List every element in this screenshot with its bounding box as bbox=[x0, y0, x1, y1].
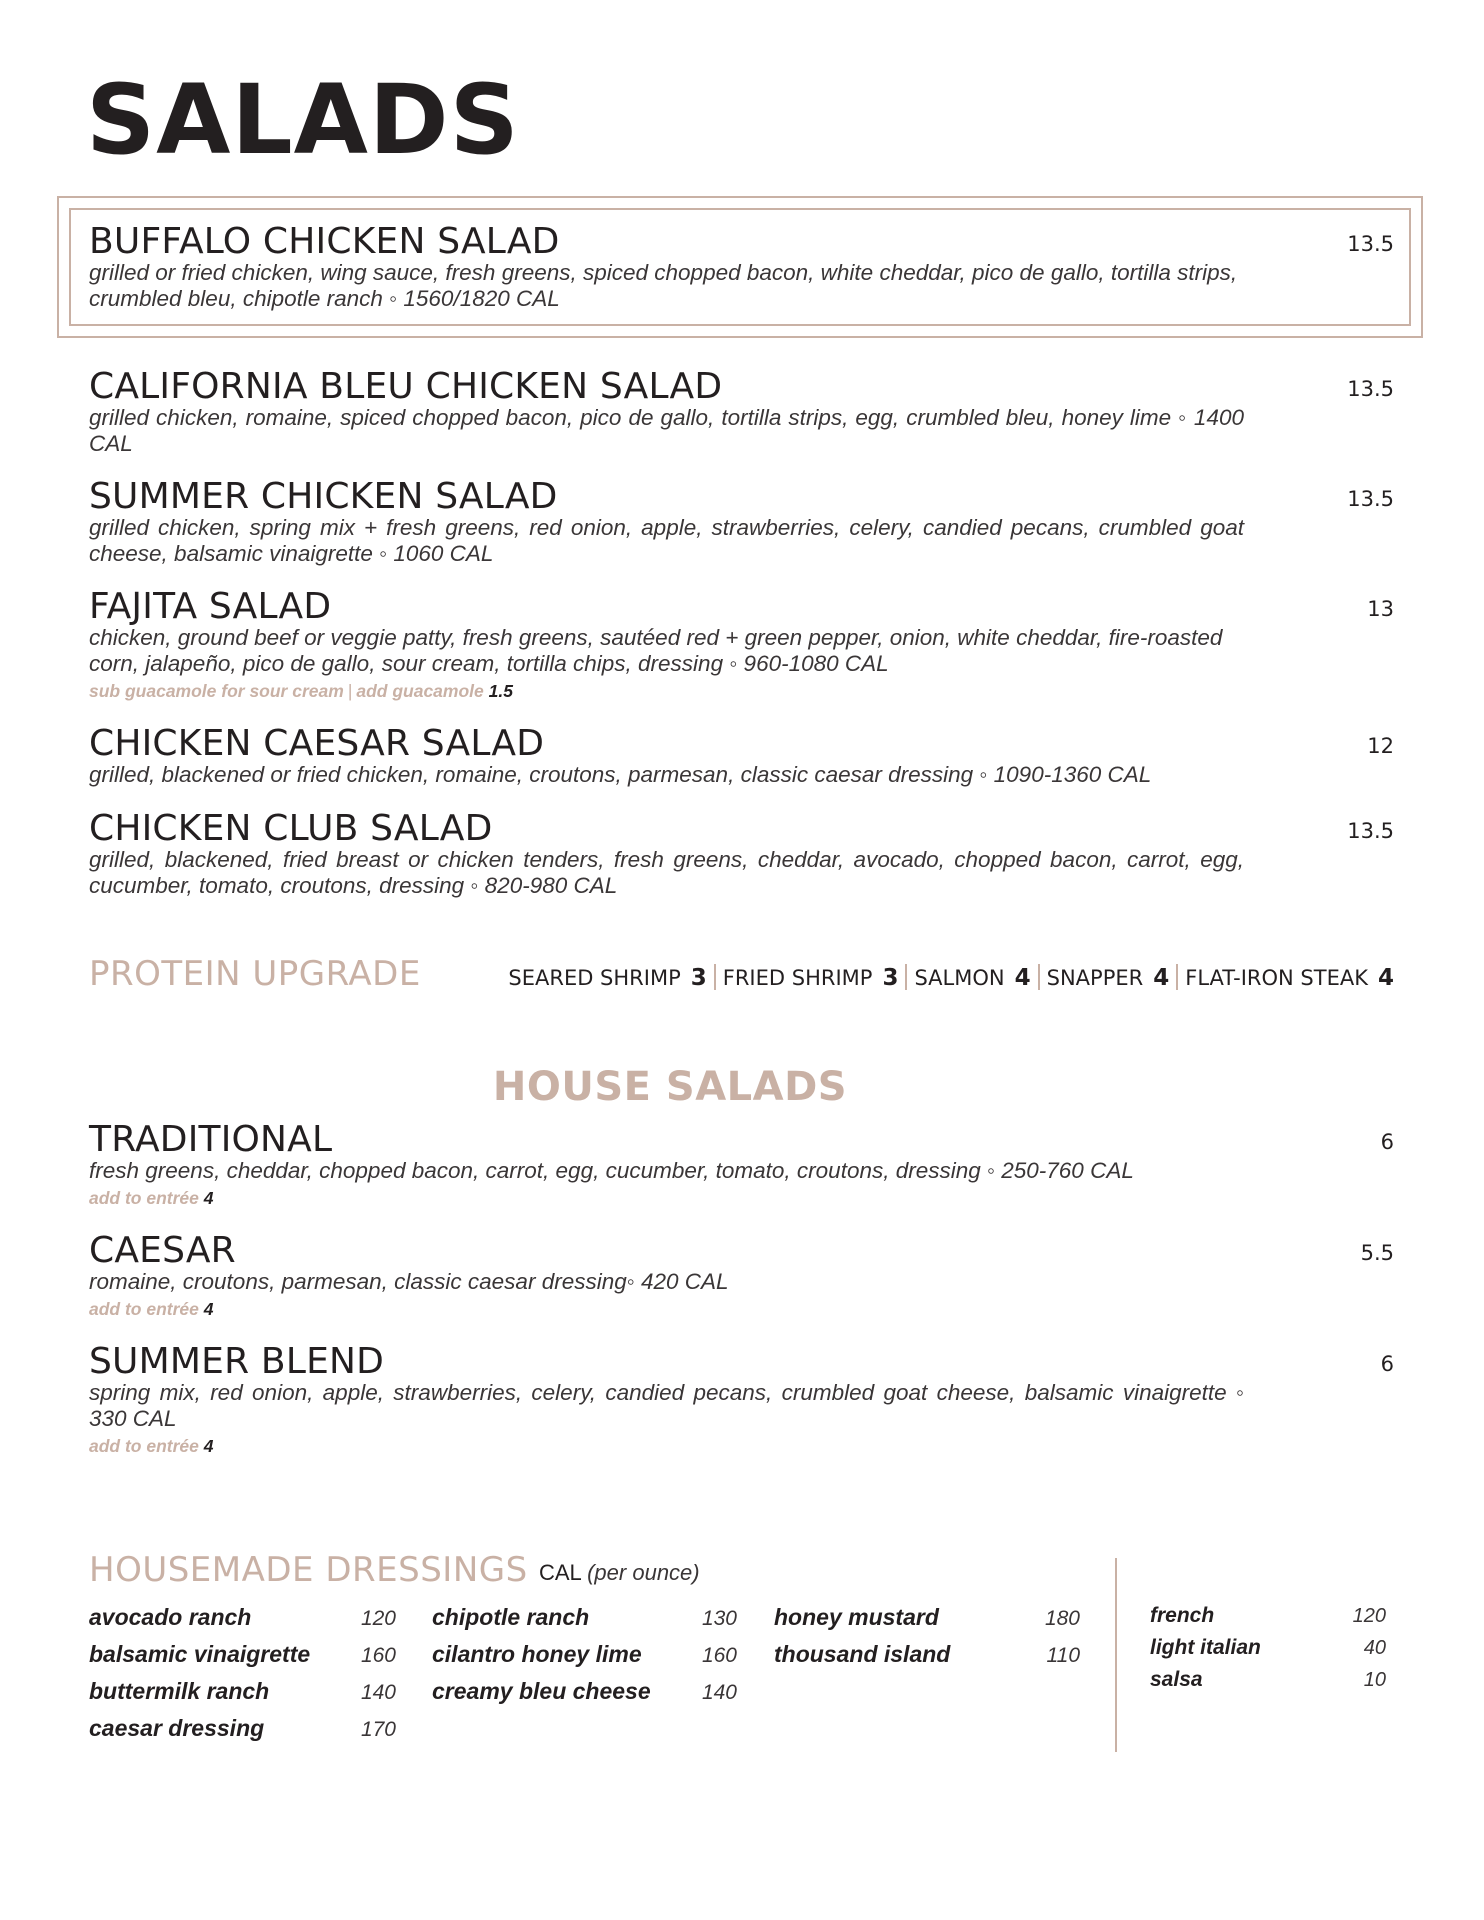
protein-option-price: 4 bbox=[1377, 965, 1394, 991]
note-price: 4 bbox=[203, 1436, 214, 1456]
item-description: grilled, blackened or fried chicken, romaine, croutons, parmesan, classic caesar dressing ◦ 1090-1360 CAL bbox=[89, 762, 1152, 787]
menu-item bbox=[89, 477, 1394, 567]
divider bbox=[714, 964, 716, 990]
dressing-row bbox=[89, 1678, 396, 1715]
dressing-name: honey mustard bbox=[774, 1604, 939, 1630]
dressing-cal: 160 bbox=[701, 1644, 737, 1667]
item-price: 5.5 bbox=[1360, 1241, 1394, 1265]
protein-option-name: FLAT-IRON STEAK bbox=[1185, 966, 1368, 990]
note-text: add to entrée bbox=[89, 1188, 199, 1208]
dressing-row bbox=[1150, 1604, 1386, 1636]
protein-option-price: 3 bbox=[882, 965, 899, 991]
item-note bbox=[89, 679, 1394, 703]
dressing-row bbox=[774, 1641, 1080, 1678]
menu-item bbox=[89, 1342, 1394, 1458]
note-add: add guacamole bbox=[356, 681, 484, 701]
item-name: CALIFORNIA BLEU CHICKEN SALAD bbox=[89, 366, 723, 407]
dressing-name: caesar dressing bbox=[89, 1715, 265, 1741]
dressing-row bbox=[774, 1604, 1080, 1641]
dressing-cal: 10 bbox=[1363, 1669, 1386, 1691]
menu-item bbox=[89, 367, 1394, 457]
dressing-name: balsamic vinaigrette bbox=[89, 1641, 311, 1667]
dressing-name: avocado ranch bbox=[89, 1604, 252, 1630]
note-text: add to entrée bbox=[89, 1299, 199, 1319]
protein-option-name: FRIED SHRIMP bbox=[722, 966, 873, 990]
menu-item bbox=[89, 724, 1394, 788]
protein-option-name: SALMON bbox=[914, 966, 1005, 990]
divider bbox=[1176, 964, 1178, 990]
dressing-cal: 130 bbox=[701, 1607, 737, 1630]
page-title: SALADS bbox=[86, 64, 520, 176]
dressing-name: thousand island bbox=[774, 1641, 951, 1667]
section-heading-house-salads: HOUSE SALADS bbox=[492, 1064, 848, 1110]
dressing-row bbox=[89, 1604, 396, 1641]
note-price: 4 bbox=[203, 1188, 214, 1208]
dressing-cal: 40 bbox=[1363, 1637, 1386, 1659]
protein-options bbox=[508, 964, 1394, 991]
dressings-divider bbox=[1115, 1558, 1117, 1752]
dressing-row bbox=[1150, 1668, 1386, 1700]
dressing-cal: 140 bbox=[701, 1681, 737, 1704]
item-description: grilled or fried chicken, wing sauce, fresh greens, spiced chopped bacon, white cheddar, pico de gallo, tortilla strips, crumbled bleu, chipotle ranch ◦ 1560/1820 CAL bbox=[89, 260, 1238, 311]
item-name: BUFFALO CHICKEN SALAD bbox=[89, 221, 560, 262]
dressing-row bbox=[89, 1715, 396, 1752]
item-name: CHICKEN CLUB SALAD bbox=[89, 808, 493, 849]
item-description: fresh greens, cheddar, chopped bacon, carrot, egg, cucumber, tomato, croutons, dressing ◦ 250-760 CAL bbox=[89, 1158, 1134, 1183]
note-divider: | bbox=[347, 681, 353, 701]
item-price: 13 bbox=[1367, 597, 1394, 621]
item-name: CHICKEN CAESAR SALAD bbox=[89, 723, 545, 764]
menu-item bbox=[89, 587, 1394, 703]
item-price: 13.5 bbox=[1347, 232, 1394, 256]
dressing-row bbox=[1150, 1636, 1386, 1668]
dressings-column bbox=[1150, 1604, 1386, 1700]
dressing-name: salsa bbox=[1150, 1668, 1203, 1691]
protein-upgrade-title: PROTEIN UPGRADE bbox=[89, 954, 421, 994]
item-price: 13.5 bbox=[1347, 487, 1394, 511]
protein-option-name: SEARED SHRIMP bbox=[508, 966, 681, 990]
note-price: 1.5 bbox=[488, 681, 513, 701]
menu-item bbox=[89, 809, 1394, 899]
dressing-cal: 140 bbox=[360, 1681, 396, 1704]
item-description: grilled chicken, spring mix + fresh greens, red onion, apple, strawberries, celery, candied pecans, crumbled goat cheese, balsamic vinaigrette ◦ 1060 CAL bbox=[89, 515, 1244, 566]
note-sub: sub guacamole for sour cream bbox=[89, 681, 344, 701]
dressings-cal-label bbox=[539, 1560, 700, 1586]
protein-option-price: 4 bbox=[1014, 965, 1031, 991]
dressings-column bbox=[774, 1604, 1080, 1678]
dressings-title: HOUSEMADE DRESSINGS bbox=[89, 1550, 528, 1590]
protein-option-price: 4 bbox=[1153, 965, 1170, 991]
menu-item bbox=[89, 1120, 1394, 1210]
item-name: SUMMER BLEND bbox=[89, 1341, 385, 1382]
item-price: 6 bbox=[1380, 1130, 1394, 1154]
item-price: 12 bbox=[1367, 734, 1394, 758]
menu-item-featured bbox=[89, 222, 1394, 312]
menu-item bbox=[89, 1231, 1394, 1321]
dressing-cal: 160 bbox=[360, 1644, 396, 1667]
item-note bbox=[89, 1186, 1394, 1210]
cal-unit: (per ounce) bbox=[587, 1560, 700, 1585]
divider bbox=[1038, 964, 1040, 990]
item-description: spring mix, red onion, apple, strawberries, celery, candied pecans, crumbled goat cheese, balsamic vinaigrette ◦ 330 CAL bbox=[89, 1380, 1244, 1431]
dressing-name: creamy bleu cheese bbox=[432, 1678, 651, 1704]
item-name: SUMMER CHICKEN SALAD bbox=[89, 476, 558, 517]
dressing-cal: 120 bbox=[360, 1607, 396, 1630]
dressing-cal: 180 bbox=[1044, 1607, 1080, 1630]
dressing-name: cilantro honey lime bbox=[432, 1641, 642, 1667]
item-description: chicken, ground beef or veggie patty, fresh greens, sautéed red + green pepper, onion, white cheddar, fire-roasted corn, jalapeño, pico de gallo, sour cream, tortilla chips, dressing ◦ 960-1080 CAL bbox=[89, 625, 1223, 676]
divider bbox=[905, 964, 907, 990]
dressing-name: chipotle ranch bbox=[432, 1604, 590, 1630]
item-name: TRADITIONAL bbox=[89, 1119, 333, 1160]
dressing-name: buttermilk ranch bbox=[89, 1678, 270, 1704]
item-price: 13.5 bbox=[1347, 819, 1394, 843]
cal-label: CAL bbox=[539, 1560, 581, 1585]
protein-option-price: 3 bbox=[690, 965, 707, 991]
dressing-row bbox=[432, 1604, 737, 1641]
item-price: 6 bbox=[1380, 1352, 1394, 1376]
item-description: romaine, croutons, parmesan, classic caesar dressing◦ 420 CAL bbox=[89, 1269, 729, 1294]
item-note bbox=[89, 1297, 1394, 1321]
dressing-cal: 110 bbox=[1046, 1644, 1080, 1667]
item-description: grilled, blackened, fried breast or chicken tenders, fresh greens, cheddar, avocado, chopped bacon, carrot, egg, cucumber, tomato, croutons, dressing ◦ 820-980 CAL bbox=[89, 847, 1244, 898]
item-price: 13.5 bbox=[1347, 377, 1394, 401]
item-note bbox=[89, 1434, 1394, 1458]
dressing-row bbox=[432, 1641, 737, 1678]
note-price: 4 bbox=[203, 1299, 214, 1319]
dressing-row bbox=[89, 1641, 396, 1678]
dressings-column bbox=[432, 1604, 737, 1715]
dressings-column bbox=[89, 1604, 396, 1752]
note-text: add to entrée bbox=[89, 1436, 199, 1456]
item-name: FAJITA SALAD bbox=[89, 586, 332, 627]
dressing-name: french bbox=[1150, 1604, 1215, 1627]
protein-option-name: SNAPPER bbox=[1046, 966, 1144, 990]
item-name: CAESAR bbox=[89, 1230, 236, 1271]
dressing-name: light italian bbox=[1150, 1636, 1261, 1659]
item-description: grilled chicken, romaine, spiced chopped bacon, pico de gallo, tortilla strips, egg, crumbled bleu, honey lime ◦ 1400 CAL bbox=[89, 405, 1244, 456]
protein-upgrade bbox=[89, 952, 1394, 998]
dressing-cal: 170 bbox=[360, 1718, 396, 1741]
dressing-row bbox=[432, 1678, 737, 1715]
dressing-cal: 120 bbox=[1352, 1605, 1386, 1627]
